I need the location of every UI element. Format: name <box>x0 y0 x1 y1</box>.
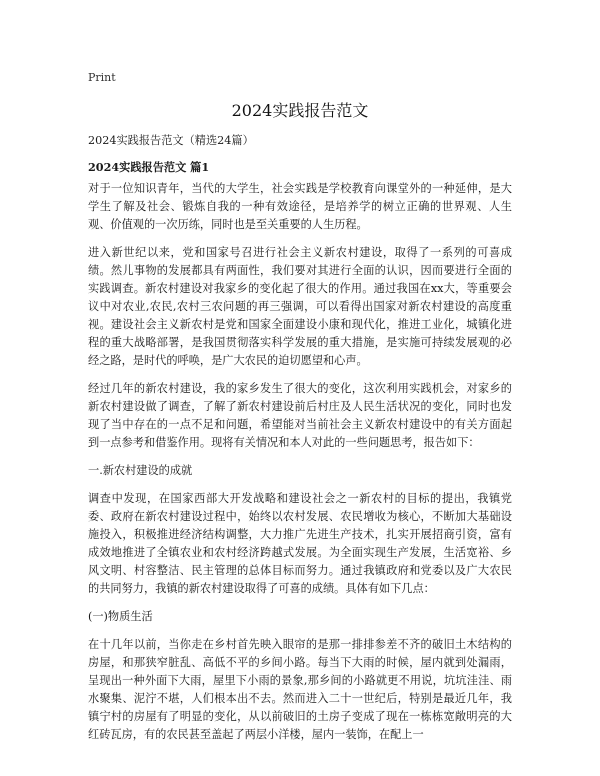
paragraph-3: 经过几年的新农村建设，我的家乡发生了很大的变化，这次利用实践机会，对家乡的新农村建设做了调查，了解了新农村建设前后村庄及人民生活状况的变化，同时也发现了当中存在的一点不足和问题，希望能对当前社会主义新农村建设中的有关方面起到一点参考和借鉴作用。现将有关情况和本人对此的一些问题思考，报告如下： <box>88 382 512 449</box>
paragraph-1: 对于一位知识青年，当代的大学生，社会实践是学校教育向课堂外的一种延伸，是大学生了解及社会、锻炼自我的一种有效途径，是培养学的树立正确的世界观、人生观、价值观的一次历练，同时也是至关重要的人生历程。 <box>88 182 512 231</box>
paragraph-2: 进入新世纪以来，党和国家号召进行社会主义新农村建设，取得了一系列的可喜成绩。然儿事物的发展都具有两面性，我们要对其进行全面的认识，因而要进行全面的实践调查。新农村建设对我家乡的变化起了很大的作用。通过我国在xx大，等重要会议中对农业,农民,农村三农问题的再三强调，可以看得出国家对新农村建设的高度重视。建设社会主义新农村是党和国家全面建设小康和现代化，推进工业化，城镇化进程的重大战略部署，是我国贯彻落实科学发展的重大措施，是实施可持续发展观的必经之路，是时代的呼唤，是广大农民的迫切愿望和心声。 <box>88 246 512 367</box>
document-subtitle: 2024实践报告范文（精选24篇） <box>88 134 254 147</box>
document-title: 2024实践报告范文 <box>231 101 369 120</box>
document-body <box>88 132 512 754</box>
section-heading: 2024实践报告范文 篇1 <box>88 160 210 174</box>
heading-achievements: 一.新农村建设的成就 <box>88 464 193 477</box>
heading-material-life: (一)物质生活 <box>88 610 153 623</box>
print-label[interactable]: Print <box>88 71 116 84</box>
paragraph-4: 调查中发现，在国家西部大开发战略和建设社会之一新农村的目标的提出，我镇党委、政府在新农村建设过程中，始终以农村发展、农民增收为核心，不断加大基础设施投入，积极推进经济结构调整，大力推广先进生产技术，扎实开展招商引资，富有成效地推进了全镇农业和农村经济跨越式发展。为全面实现生产发展，生活宽裕、乡风文明、村容整洁、民主管理的总体目标而努力。通过我镇政府和党委以及广大农民的共同努力，我镇的新农村建设取得了可喜的成绩。具体有如下几点： <box>88 492 512 595</box>
paragraph-5: 在十几年以前，当你走在乡村首先映入眼帘的是那一排排参差不齐的破旧土木结构的房屋，和那狭窄脏乱、高低不平的乡间小路。每当下大雨的时候，屋内就到处漏雨，呈现出一种外面下大雨，屋里下小雨的景象,那乡间的小路就更不用说，坑坑洼洼、雨水聚集、泥泞不堪，人们根本出不去。然而进入二十一世纪后，特别是最近几年，我镇宁村的房屋有了明显的变化，从以前破旧的土房子变成了现在一栋栋宽敞明亮的大红砖瓦房，有的农民甚至盖起了两层小洋楼，屋内一装饰，在配上一 <box>88 638 512 741</box>
